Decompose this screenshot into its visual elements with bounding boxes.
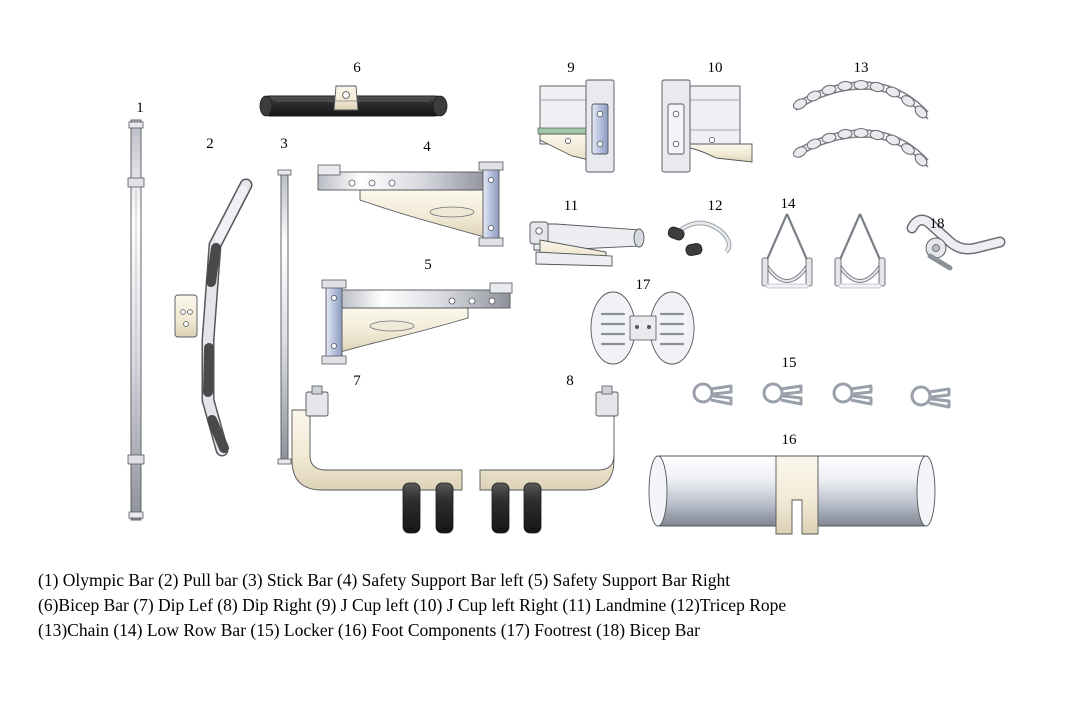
part-number-16: 16	[781, 432, 797, 448]
part-number-4: 4	[423, 139, 431, 155]
part-8-dip-right	[480, 386, 618, 533]
part-12-tricep-rope	[667, 223, 729, 256]
part-2-pull-bar	[175, 185, 246, 450]
part-number-8: 8	[566, 373, 574, 389]
legend-line-2: (6)Bicep Bar (7) Dip Lef (8) Dip Right (9) J Cup left (10) J Cup left Right (11) Landmine (12)Tricep Rope	[38, 595, 787, 615]
part-5-safety-support-bar-right	[322, 280, 512, 364]
locker-1	[694, 384, 731, 404]
part-3-stick-bar	[278, 170, 291, 464]
part-number-5: 5	[424, 257, 432, 273]
part-9-j-cup-left	[538, 80, 614, 172]
part-10-j-cup-right	[662, 80, 752, 172]
part-15-locker-set	[694, 384, 949, 407]
part-number-15: 15	[781, 355, 797, 371]
legend-line-1: (1) Olympic Bar (2) Pull bar (3) Stick Bar (4) Safety Support Bar left (5) Safety Support Bar Right	[38, 570, 731, 590]
part-number-10: 10	[707, 60, 723, 76]
part-16-foot-components	[649, 456, 935, 534]
part-number-14: 14	[780, 196, 796, 212]
part-17-footrest	[591, 292, 694, 364]
part-number-18: 18	[929, 216, 945, 232]
parts-legend	[38, 568, 1038, 643]
part-number-7: 7	[353, 373, 361, 389]
part-14-low-row-bar	[762, 214, 885, 286]
part-number-11: 11	[563, 198, 579, 214]
part-13-chain	[792, 81, 929, 169]
locker-4	[912, 387, 949, 407]
part-number-3: 3	[280, 136, 288, 152]
part-4-safety-support-bar-left	[318, 162, 503, 246]
part-number-6: 6	[353, 60, 361, 76]
part-number-12: 12	[707, 198, 723, 214]
part-7-dip-left	[292, 386, 462, 533]
part-1-olympic-bar	[128, 120, 144, 520]
locker-3	[834, 384, 871, 404]
part-number-17: 17	[635, 277, 651, 293]
part-6-bicep-bar	[260, 86, 447, 116]
legend-line-3: (13)Chain (14) Low Row Bar (15) Locker (16) Foot Components (17) Footrest (18) Bicep Bar	[38, 620, 700, 640]
part-number-13: 13	[853, 60, 869, 76]
part-number-2: 2	[206, 136, 214, 152]
part-number-9: 9	[567, 60, 575, 76]
part-11-landmine	[530, 222, 644, 266]
part-number-1: 1	[136, 100, 144, 116]
locker-2	[764, 384, 801, 404]
